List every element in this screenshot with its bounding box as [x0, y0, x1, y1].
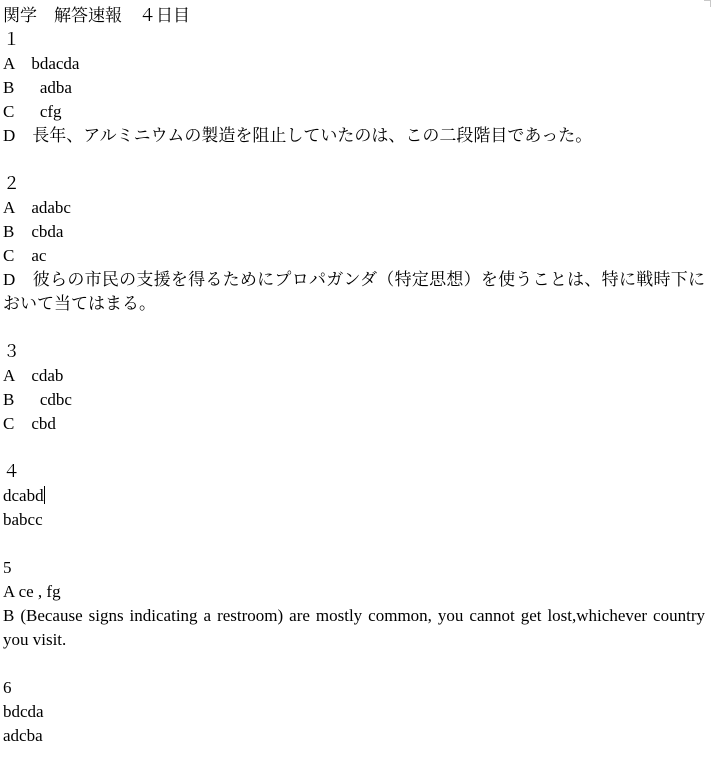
blank-line [3, 436, 705, 460]
section-4-heading: ４ [3, 462, 20, 481]
section-2-answer-d: D 彼らの市民の支援を得るためにプロパガンダ（特定思想）を使うことは、特に戦時下において当てはまる。 [3, 270, 705, 313]
section-3-answer-c: C cbd [3, 414, 56, 433]
section-6-heading: 6 [3, 678, 12, 697]
section-3-answer-a: A cdab [3, 366, 64, 385]
section-1-answer-a: A bdacda [3, 54, 80, 73]
section-2-answer-a: A adabc [3, 198, 71, 217]
blank-line [3, 532, 705, 556]
section-5-answer-a: A ce , fg [3, 582, 61, 601]
section-3-answer-b: B cdbc [3, 390, 72, 409]
section-3-heading: ３ [3, 342, 20, 361]
blank-line [3, 652, 705, 676]
blank-line [3, 316, 705, 340]
document-body[interactable] [3, 4, 705, 748]
section-4-line-2: babcc [3, 510, 43, 529]
section-2-answer-b: B cbda [3, 222, 64, 241]
page-corner-mark [704, 0, 711, 7]
text-cursor [44, 486, 45, 504]
section-6-line-2: adcba [3, 726, 43, 745]
blank-line [3, 148, 705, 172]
section-5-answer-b: B (Because signs indicating a restroom) are mostly common, you cannot get lost,whichever country you visit. [3, 606, 705, 649]
section-5-heading: 5 [3, 558, 12, 577]
section-2-answer-c: C ac [3, 246, 47, 265]
section-1-answer-d: D 長年、アルミニウムの製造を阻止していたのは、この二段階目であった。 [3, 126, 593, 145]
section-6-line-1: bdcda [3, 702, 44, 721]
section-4-line-1 [3, 484, 705, 508]
section-4-line-1-text: dcabd [3, 486, 44, 505]
document-title: 関学 解答速報 ４日目 [3, 6, 190, 25]
section-1-answer-b: B adba [3, 78, 72, 97]
section-2-heading: ２ [3, 174, 20, 193]
section-1-heading: １ [3, 30, 20, 49]
section-1-answer-c: C cfg [3, 102, 62, 121]
